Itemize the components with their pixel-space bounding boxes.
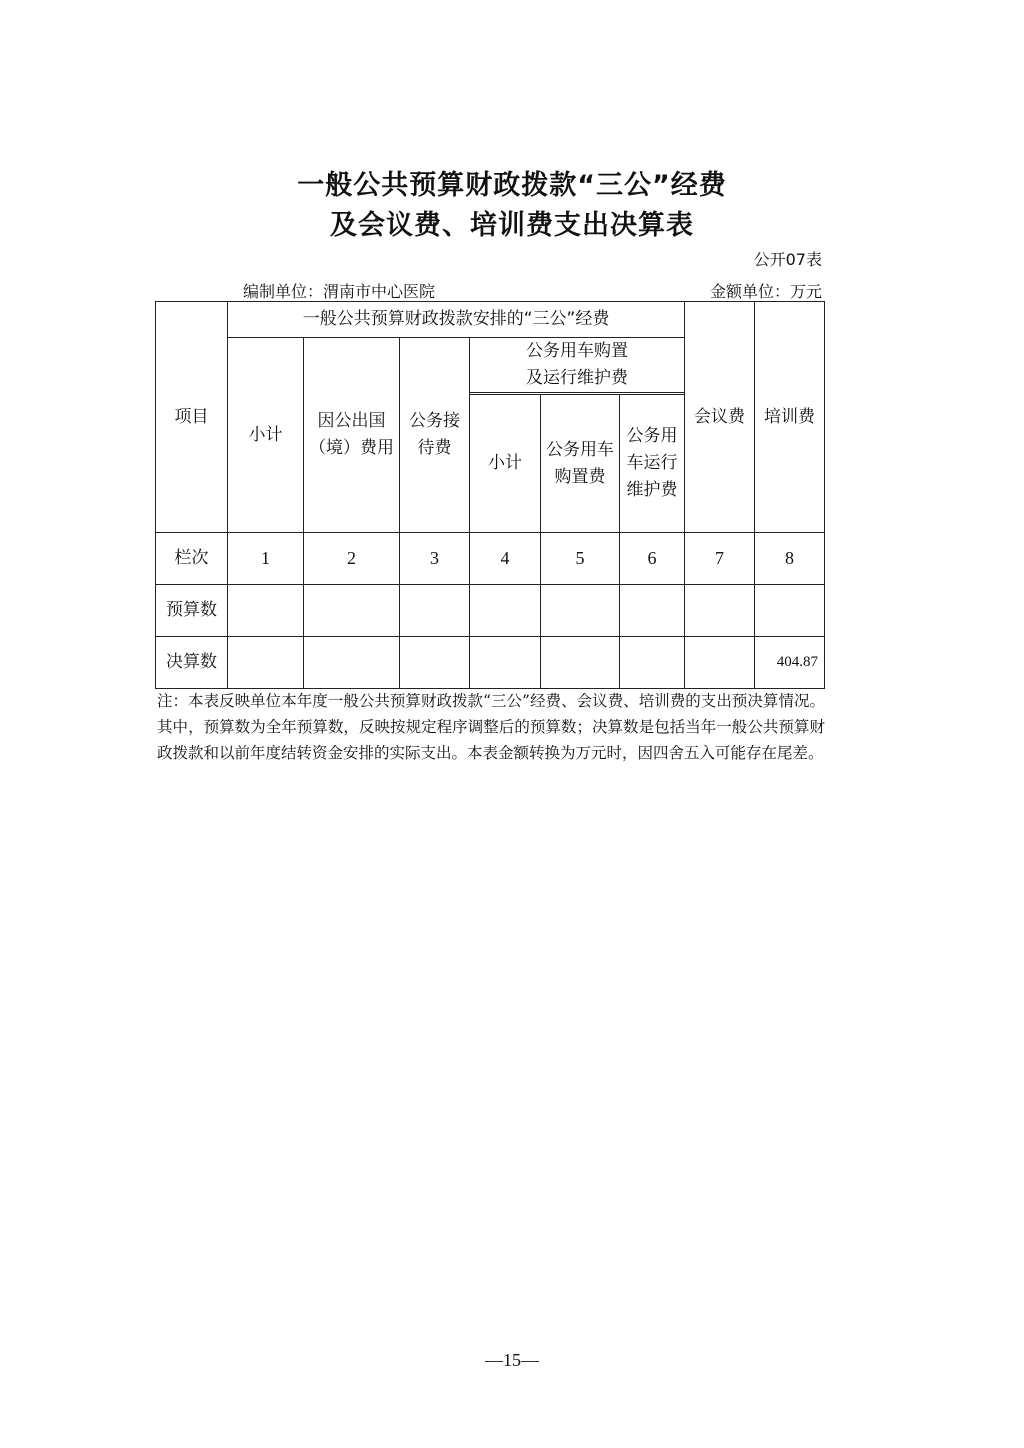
page-number: —15— bbox=[485, 1350, 539, 1370]
header-training: 培训费 bbox=[755, 302, 825, 533]
cell bbox=[541, 585, 620, 637]
report-title-line2: 及会议费、培训费支出决算表 bbox=[330, 210, 694, 241]
header-vehicle-group: 公务用车购置 及运行维护费 bbox=[470, 338, 685, 393]
cell bbox=[470, 585, 541, 637]
header-meeting: 会议费 bbox=[685, 302, 755, 533]
amount-unit: 金额单位：万元 bbox=[709, 282, 822, 301]
cell bbox=[470, 637, 541, 689]
cell: 1 bbox=[228, 533, 304, 585]
form-number: 公开07表 bbox=[753, 250, 822, 269]
cell bbox=[400, 585, 470, 637]
cell bbox=[755, 585, 825, 637]
cell: 8 bbox=[755, 533, 825, 585]
cell bbox=[685, 585, 755, 637]
header-vehicle-operation: 公务用 车运行 维护费 bbox=[620, 395, 685, 533]
training-final-value: 404.87 bbox=[755, 637, 825, 689]
cell bbox=[304, 585, 400, 637]
cell bbox=[228, 585, 304, 637]
cell: 2 bbox=[304, 533, 400, 585]
cell bbox=[304, 637, 400, 689]
cell: 6 bbox=[620, 533, 685, 585]
header-overseas: 因公出国 （境）费用 bbox=[304, 338, 400, 533]
cell bbox=[228, 637, 304, 689]
table-row bbox=[156, 585, 825, 637]
cell bbox=[685, 637, 755, 689]
reporting-unit: 编制单位：渭南市中心医院 bbox=[243, 282, 436, 301]
cell bbox=[400, 637, 470, 689]
cell bbox=[541, 637, 620, 689]
cell: 3 bbox=[400, 533, 470, 585]
table-row bbox=[156, 637, 825, 689]
cell bbox=[620, 585, 685, 637]
table-note: 注：本表反映单位本年度一般公共预算财政拨款“三公”经费、会议费、培训费的支出预决算情况。其中，预算数为全年预算数，反映按规定程序调整后的预算数；决算数是包括当年一般公共预算财政拨款和以前年度结转资金安排的实际支出。本表金额转换为万元时，因四舍五入可能存在尾差。 bbox=[157, 692, 825, 762]
header-item: 项目 bbox=[156, 302, 228, 533]
cell: 4 bbox=[470, 533, 541, 585]
header-vehicle-subtotal: 小计 bbox=[470, 395, 541, 533]
header-three-public-group: 一般公共预算财政拨款安排的“三公”经费 bbox=[228, 302, 685, 338]
row-label-column-no: 栏次 bbox=[156, 533, 228, 585]
cell: 5 bbox=[541, 533, 620, 585]
header-vehicle-purchase: 公务用车 购置费 bbox=[541, 395, 620, 533]
cell bbox=[620, 637, 685, 689]
header-subtotal: 小计 bbox=[228, 338, 304, 533]
report-title-line1: 一般公共预算财政拨款“三公”经费 bbox=[297, 170, 727, 201]
cell: 7 bbox=[685, 533, 755, 585]
header-reception: 公务接 待费 bbox=[400, 338, 470, 533]
expenditure-table bbox=[155, 301, 825, 689]
table-row bbox=[156, 533, 825, 585]
row-label-final: 决算数 bbox=[156, 637, 228, 689]
row-label-budget: 预算数 bbox=[156, 585, 228, 637]
